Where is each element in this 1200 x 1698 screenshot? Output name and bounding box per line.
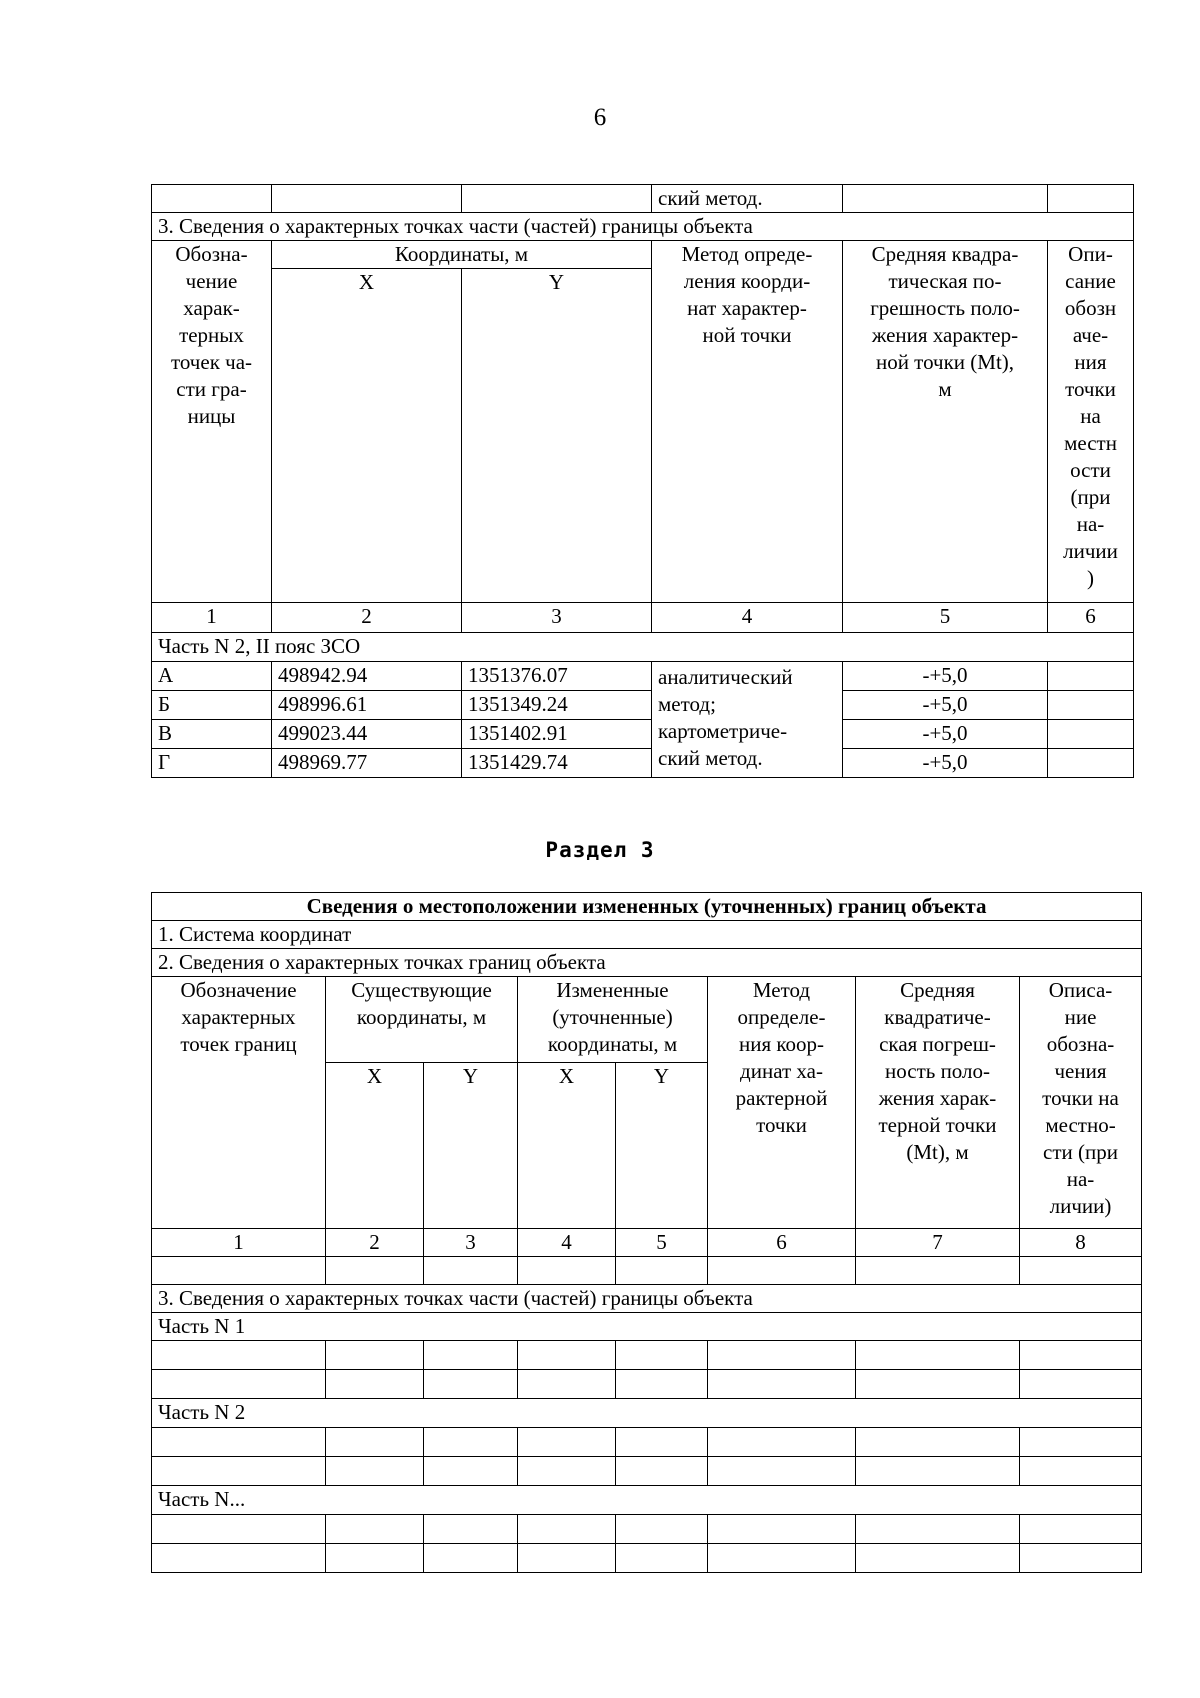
table-cell [518, 1257, 616, 1285]
point-label: Б [152, 691, 272, 720]
table-cell [1020, 1457, 1142, 1486]
column-number: 2 [272, 603, 462, 633]
point-description [1048, 662, 1134, 691]
header-error: Средняя квадра- тическая по- грешность поло- жения характер- ной точки (Mt), м [843, 241, 1048, 603]
table-cell [708, 1341, 856, 1370]
table-cell [616, 1457, 708, 1486]
point-y: 1351402.91 [462, 720, 652, 749]
section-title: Раздел 3 [545, 838, 655, 862]
table-cell [424, 1370, 518, 1399]
point-y: 1351376.07 [462, 662, 652, 691]
table-cell [326, 1341, 424, 1370]
header-error: Средняя квадратиче- ская погреш- ность поло- жения харак- терной точки (Mt), м [856, 977, 1020, 1229]
table-cell [518, 1515, 616, 1544]
table-cell [1020, 1428, 1142, 1457]
table-cell [708, 1257, 856, 1285]
point-description [1048, 720, 1134, 749]
point-label: В [152, 720, 272, 749]
header-existing-x: X [326, 1063, 424, 1229]
table-cell [1020, 1370, 1142, 1399]
point-label: Г [152, 749, 272, 778]
point-method: аналитический метод; картометриче- ский метод. [652, 662, 843, 778]
column-number: 3 [424, 1229, 518, 1257]
point-label: А [152, 662, 272, 691]
table-cell [152, 1257, 326, 1285]
table-cell [708, 1544, 856, 1573]
table-cell [518, 1457, 616, 1486]
column-number: 6 [1048, 603, 1134, 633]
table-cell [152, 1544, 326, 1573]
point-y: 1351429.74 [462, 749, 652, 778]
table-cell [424, 1428, 518, 1457]
point-error: -+5,0 [843, 749, 1048, 778]
point-y: 1351349.24 [462, 691, 652, 720]
header-existing-y: Y [424, 1063, 518, 1229]
column-number: 4 [652, 603, 843, 633]
table-cell [424, 1515, 518, 1544]
table-cell [1020, 1341, 1142, 1370]
table-cell [856, 1370, 1020, 1399]
table-cell [518, 1370, 616, 1399]
table-cell [856, 1341, 1020, 1370]
table-cell [616, 1428, 708, 1457]
column-number: 4 [518, 1229, 616, 1257]
table-cell [1048, 185, 1134, 213]
header-y: Y [462, 269, 652, 603]
method-continuation: ский метод. [652, 185, 843, 213]
point-description [1048, 749, 1134, 778]
boundary-points-row: 2. Сведения о характерных точках границ объекта [152, 949, 1142, 977]
column-number: 6 [708, 1229, 856, 1257]
table-cell [272, 185, 462, 213]
table-cell [708, 1515, 856, 1544]
header-method: Метод определе- ния коор- динат ха- рактерной точки [708, 977, 856, 1229]
table-cell [856, 1544, 1020, 1573]
header-designation: Обозначение характерных точек границ [152, 977, 326, 1229]
part-2-label: Часть N 2 [152, 1399, 1142, 1428]
column-number: 5 [616, 1229, 708, 1257]
header-existing-coordinates: Существующие координаты, м [326, 977, 518, 1063]
table-cell [326, 1257, 424, 1285]
column-number: 2 [326, 1229, 424, 1257]
header-changed-coordinates: Измененные (уточненные) координаты, м [518, 977, 708, 1063]
changed-boundaries-table [151, 892, 1142, 1573]
column-number: 1 [152, 603, 272, 633]
column-number: 8 [1020, 1229, 1142, 1257]
part-label: Часть N 2, II пояс ЗСО [152, 633, 1134, 662]
point-error: -+5,0 [843, 662, 1048, 691]
table-cell [843, 185, 1048, 213]
table-title: Сведения о местоположении измененных (уточненных) границ объекта [152, 893, 1142, 921]
point-description [1048, 691, 1134, 720]
table-cell [326, 1428, 424, 1457]
part-points-table [151, 184, 1134, 778]
table-cell [326, 1370, 424, 1399]
table-cell [326, 1544, 424, 1573]
table-cell [856, 1257, 1020, 1285]
point-error: -+5,0 [843, 691, 1048, 720]
table-cell [152, 1457, 326, 1486]
table-cell [424, 1457, 518, 1486]
header-changed-y: Y [616, 1063, 708, 1229]
table-cell [518, 1428, 616, 1457]
coord-system-row: 1. Система координат [152, 921, 1142, 949]
column-number: 5 [843, 603, 1048, 633]
table-cell [326, 1457, 424, 1486]
point-error: -+5,0 [843, 720, 1048, 749]
table-cell [856, 1457, 1020, 1486]
section-row: 3. Сведения о характерных точках части (частей) границы объекта [152, 213, 1134, 241]
table-cell [1020, 1544, 1142, 1573]
table-cell [424, 1341, 518, 1370]
table-cell [708, 1370, 856, 1399]
table-cell [152, 185, 272, 213]
table-cell [708, 1428, 856, 1457]
table-cell [708, 1457, 856, 1486]
header-method: Метод опреде- ления коорди- нат характер- ной точки [652, 241, 843, 603]
table-cell [424, 1257, 518, 1285]
header-x: X [272, 269, 462, 603]
point-x: 498996.61 [272, 691, 462, 720]
table-cell [616, 1370, 708, 1399]
table-cell [856, 1428, 1020, 1457]
table-cell [152, 1341, 326, 1370]
point-x: 498969.77 [272, 749, 462, 778]
header-description: Опи- сание обозн аче- ния точки на местн ости (при на- личии ) [1048, 241, 1134, 603]
table-cell [152, 1515, 326, 1544]
part-points-row: 3. Сведения о характерных точках части (частей) границы объекта [152, 1285, 1142, 1313]
table-cell [424, 1544, 518, 1573]
table-cell [616, 1257, 708, 1285]
point-x: 499023.44 [272, 720, 462, 749]
table-cell [1020, 1257, 1142, 1285]
part-1-label: Часть N 1 [152, 1313, 1142, 1341]
point-x: 498942.94 [272, 662, 462, 691]
table-cell [152, 1428, 326, 1457]
table-cell [616, 1341, 708, 1370]
table-cell [518, 1544, 616, 1573]
part-n-label: Часть N... [152, 1486, 1142, 1515]
header-coordinates: Координаты, м [272, 241, 652, 269]
table-cell [856, 1515, 1020, 1544]
table-cell [326, 1515, 424, 1544]
page-number: 6 [593, 104, 607, 131]
table-cell [1020, 1515, 1142, 1544]
table-cell [616, 1515, 708, 1544]
table-cell [616, 1544, 708, 1573]
table-cell [152, 1370, 326, 1399]
table-cell [518, 1341, 616, 1370]
column-number: 7 [856, 1229, 1020, 1257]
table-cell [462, 185, 652, 213]
column-number: 1 [152, 1229, 326, 1257]
header-designation: Обозна- чение харак- терных точек ча- сти гра- ницы [152, 241, 272, 603]
header-changed-x: X [518, 1063, 616, 1229]
column-number: 3 [462, 603, 652, 633]
header-description: Описа- ние обозна- чения точки на местно- сти (при на- личии) [1020, 977, 1142, 1229]
